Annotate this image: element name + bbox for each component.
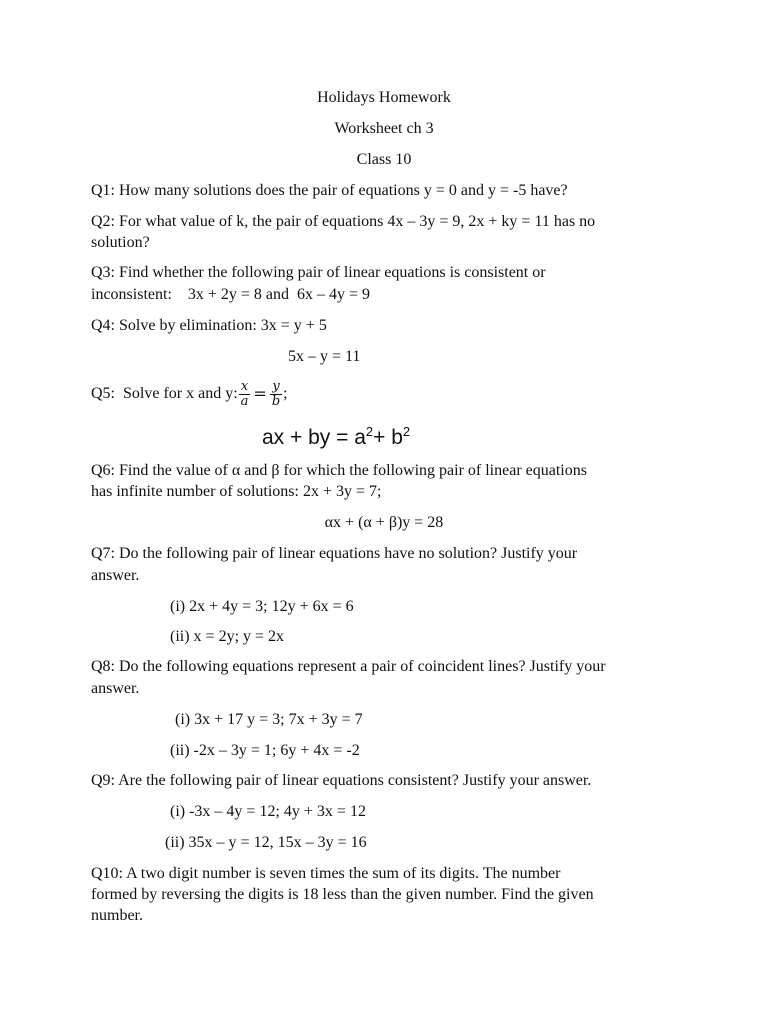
doc-title: Holidays Homework — [317, 89, 451, 106]
question-5-line-2 — [262, 425, 410, 451]
question-8-line-1: Q8: Do the following equations represent a pair of coincident lines? Justify your — [91, 658, 606, 675]
question-10-line-3: number. — [91, 907, 143, 924]
class-label: Class 10 — [356, 151, 412, 168]
question-7-part-i: (i) 2x + 4y = 3; 12y + 6x = 6 — [170, 598, 354, 615]
question-6-line-1: Q6: Find the value of α and β for which the following pair of linear equations — [91, 462, 587, 479]
superscript: 2 — [402, 424, 411, 439]
question-7-line-2: answer. — [91, 567, 140, 584]
question-7-part-ii: (ii) x = 2y; y = 2x — [170, 628, 285, 645]
question-10-line-1: Q10: A two digit number is seven times the sum of its digits. The number — [91, 865, 561, 882]
question-8-line-2: answer. — [91, 680, 140, 697]
equals-sign: = — [253, 384, 267, 403]
fraction-x-over-a — [239, 380, 251, 409]
fraction-y-over-b — [270, 380, 282, 409]
semicolon: ; — [283, 385, 288, 402]
question-8-part-ii: (ii) -2x – 3y = 1; 6y + 4x = -2 — [170, 742, 360, 759]
fraction-numerator: y — [270, 380, 282, 395]
question-9-part-ii: (ii) 35x – y = 12, 15x – 3y = 16 — [165, 834, 367, 851]
superscript: 2 — [365, 424, 374, 439]
fraction-numerator: x — [239, 380, 251, 395]
question-9-line-1: Q9: Are the following pair of linear equations consistent? Justify your answer. — [91, 772, 592, 789]
question-7-line-1: Q7: Do the following pair of linear equations have no solution? Justify your — [91, 545, 578, 562]
question-6-line-3: αx + (α + β)y = 28 — [324, 514, 444, 531]
question-3-line-2: inconsistent: 3x + 2y = 8 and 6x – 4y = 9 — [91, 286, 371, 303]
question-5-prefix: Q5: Solve for x and y: — [91, 385, 238, 402]
question-8-part-i: (i) 3x + 17 y = 3; 7x + 3y = 7 — [175, 711, 363, 728]
question-2-line-1: Q2: For what value of k, the pair of equations 4x – 3y = 9, 2x + ky = 11 has no — [91, 213, 596, 230]
question-4-line-2: 5x – y = 11 — [288, 348, 361, 365]
question-1: Q1: How many solutions does the pair of equations y = 0 and y = -5 have? — [91, 182, 568, 199]
question-10-line-2: formed by reversing the digits is 18 less than the given number. Find the given — [91, 886, 594, 903]
equation-part-b: + b — [373, 426, 403, 449]
fraction-denominator: b — [271, 393, 281, 409]
question-2-line-2: solution? — [91, 234, 150, 251]
question-5-line-1 — [91, 374, 288, 414]
equation-part-a: ax + by = a — [262, 426, 366, 449]
fraction-denominator: a — [240, 393, 249, 409]
question-9-part-i: (i) -3x – 4y = 12; 4y + 3x = 12 — [170, 803, 366, 820]
question-4-line-1: Q4: Solve by elimination: 3x = y + 5 — [91, 317, 327, 334]
question-6-line-2: has infinite number of solutions: 2x + 3y = 7; — [91, 483, 382, 500]
question-3-line-1: Q3: Find whether the following pair of linear equations is consistent or — [91, 264, 546, 281]
worksheet-subtitle: Worksheet ch 3 — [334, 120, 434, 137]
